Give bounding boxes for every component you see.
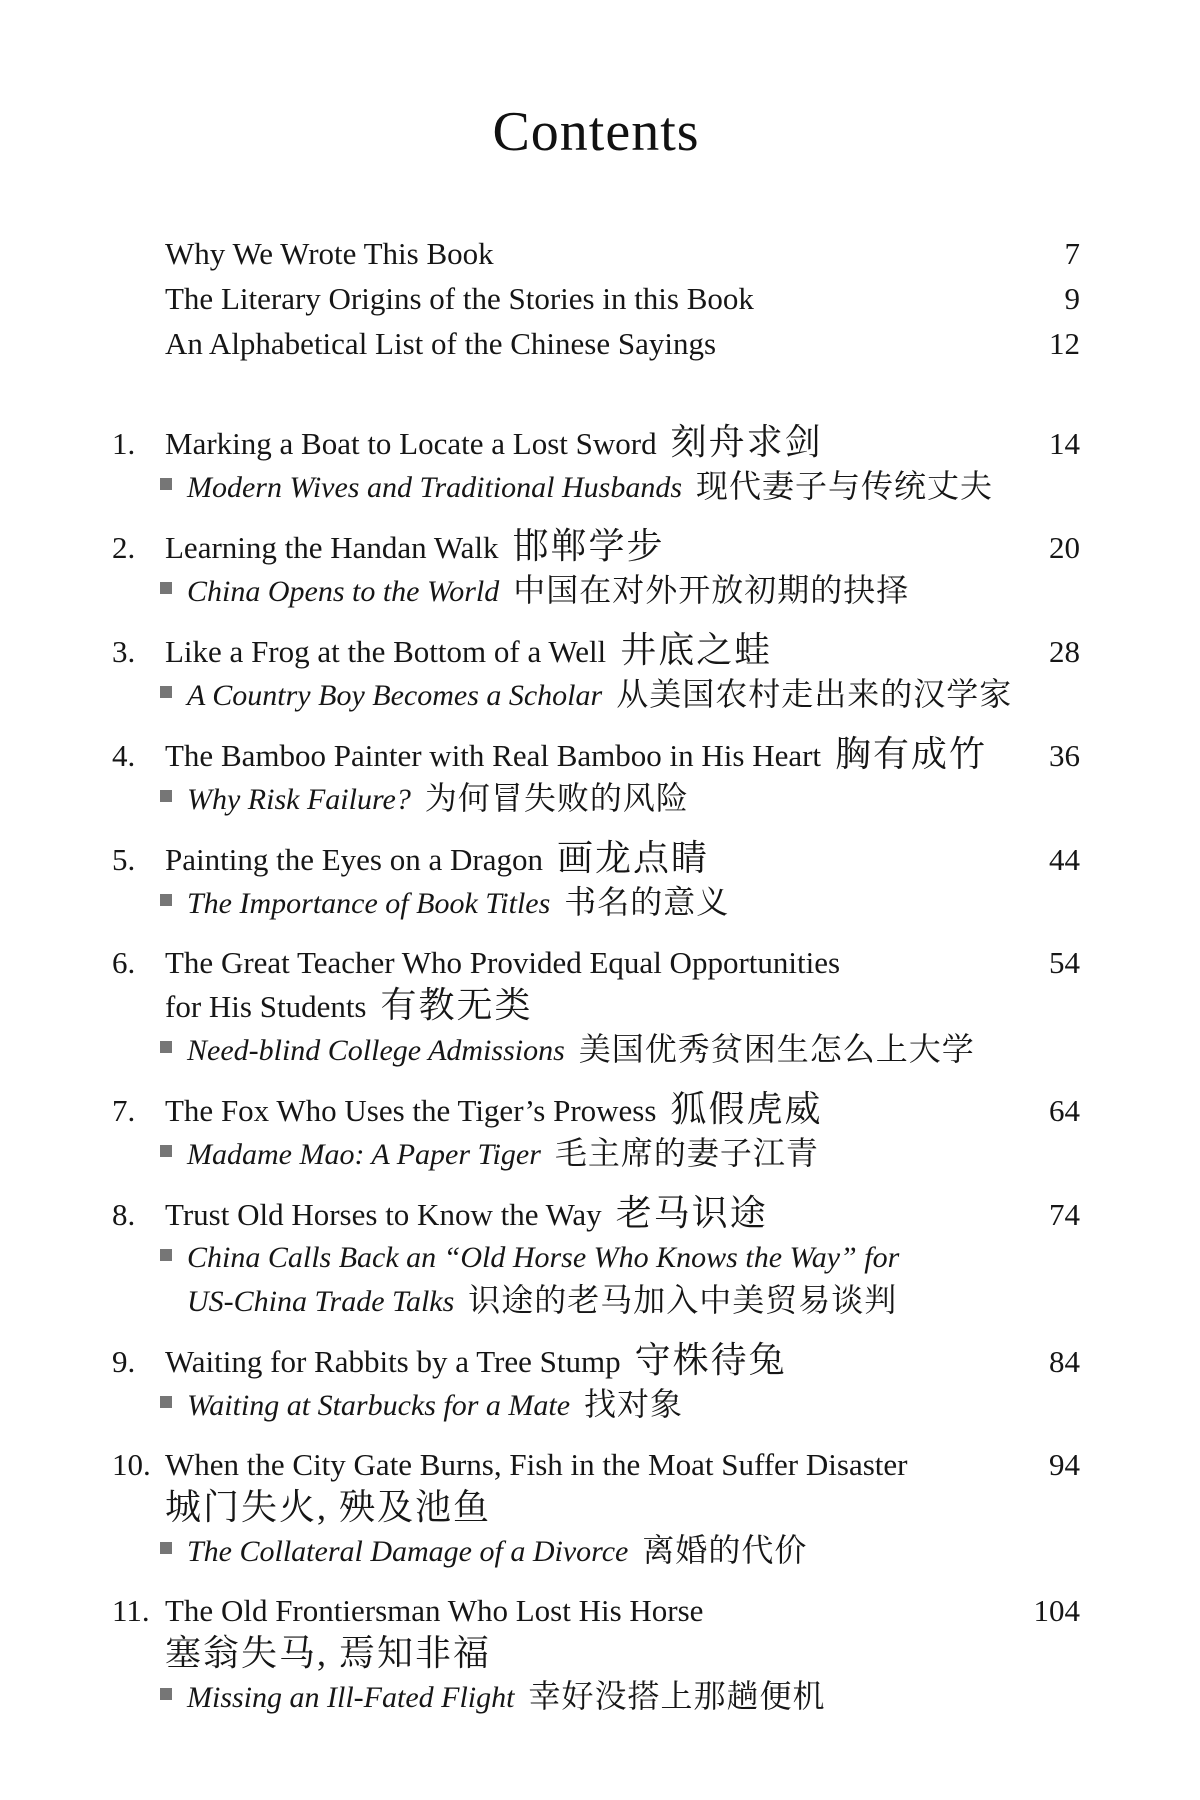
chapter-entry [112,1589,1080,1719]
chapter-title-row [112,1443,1080,1486]
chapter-subtitle-row [160,465,1080,509]
chapter-subtitle-english: Modern Wives and Traditional Husbands [187,471,683,504]
chapter-number: 9. [112,1344,136,1379]
chapter-title-english: When the City Gate Burns, Fish in the Moat Suffer Disaster [165,1447,908,1482]
chapter-number: 3. [112,634,136,669]
chapter-page-number: 54 [1049,945,1080,980]
chapter-subtitle-chinese: 中国在对外开放初期的抉择 [513,572,910,608]
chapter-subtitle-chinese: 离婚的代价 [642,1532,808,1568]
chapter-page-number: 104 [1033,1593,1080,1628]
entry-label: An Alphabetical List of the Chinese Sayings [165,326,717,361]
chapter-subtitle-row [160,1028,1080,1072]
square-bullet-icon [160,582,172,594]
chapter-title-row [112,1589,1080,1632]
chapter-title-chinese: 胸有成竹 [835,734,988,774]
chapter-subtitle-row [160,881,1080,925]
chapter-subtitle-row [160,1132,1080,1176]
chapter-title-chinese: 邯郸学步 [512,526,665,566]
chapter-title-english: The Fox Who Uses the Tiger’s Prowess [165,1093,657,1128]
chapter-title-english: Like a Frog at the Bottom of a Well [165,634,607,669]
chapter-title-chinese: 塞翁失马, 焉知非福 [165,1633,492,1673]
chapter-subtitle-chinese: 现代妻子与传统丈夫 [696,468,994,504]
chapter-page-number: 94 [1049,1447,1080,1482]
square-bullet-icon [160,1145,172,1157]
chapter-title-continuation [165,1632,1080,1675]
entry-page-number: 7 [1064,236,1080,271]
chapter-subtitle-row [160,673,1080,717]
chapter-subtitle-english: A Country Boy Becomes a Scholar [187,679,603,712]
chapter-page-number: 84 [1049,1344,1080,1379]
chapter-subtitle-chinese: 识途的老马加入中美贸易谈判 [468,1282,898,1318]
chapter-subtitle-english: China Opens to the World [187,575,500,608]
square-bullet-icon [160,686,172,698]
entry-page-number: 12 [1049,326,1080,361]
chapter-title-english: Learning the Handan Walk [165,530,499,565]
chapter-page-number: 36 [1049,738,1080,773]
chapter-entry [112,941,1080,1072]
chapter-subtitle-continuation [187,1279,1080,1323]
chapter-subtitle-row [160,1529,1080,1573]
chapter-subtitle-chinese: 为何冒失败的风险 [424,780,689,816]
chapter-subtitle-english: US-China Trade Talks [187,1285,455,1318]
entry-label: The Literary Origins of the Stories in this Book [165,281,754,316]
chapter-subtitle-chinese: 从美国农村走出来的汉学家 [616,676,1013,712]
chapter-title-row [112,1088,1080,1132]
chapter-title-row [112,629,1080,673]
chapter-subtitle-row [160,1675,1080,1719]
chapter-number: 11. [112,1593,150,1628]
chapter-title-row [112,1339,1080,1383]
chapter-title-english: Painting the Eyes on a Dragon [165,842,543,877]
chapter-subtitle-chinese: 找对象 [584,1386,684,1422]
chapter-subtitle-english: Need-blind College Admissions [187,1034,565,1067]
chapter-subtitle-english: Madame Mao: A Paper Tiger [187,1138,541,1171]
chapter-title-english: The Old Frontiersman Who Lost His Horse [165,1593,704,1628]
chapter-entry [112,629,1080,717]
chapter-entry [112,1443,1080,1573]
chapter-entry [112,837,1080,925]
chapter-title-chinese: 画龙点睛 [556,838,709,878]
chapter-title-chinese: 守株待兔 [634,1340,787,1380]
chapter-subtitle-chinese: 美国优秀贫困生怎么上大学 [578,1031,975,1067]
chapter-number: 6. [112,945,136,980]
entry-label: Why We Wrote This Book [165,236,494,271]
chapter-page-number: 20 [1049,530,1080,565]
chapter-entry [112,1192,1080,1323]
chapter-title-english: The Great Teacher Who Provided Equal Opportunities [165,945,841,980]
chapter-number: 2. [112,530,136,565]
chapter-title-english: for His Students [165,989,367,1024]
chapter-title-continuation [165,984,1080,1028]
chapter-subtitle-english: The Importance of Book Titles [187,887,551,920]
chapter-subtitle-chinese: 书名的意义 [564,884,730,920]
chapter-title-row [112,421,1080,465]
front-matter-entry [165,321,1080,366]
chapter-page-number: 74 [1049,1197,1080,1232]
chapter-title-row [112,733,1080,777]
chapter-title-english: Marking a Boat to Locate a Lost Sword [165,426,657,461]
chapter-page-number: 28 [1049,634,1080,669]
chapter-subtitle-row [160,777,1080,821]
chapter-title-chinese: 井底之蛙 [620,630,773,670]
chapter-subtitle-english: China Calls Back an “Old Horse Who Knows the Way” for [187,1241,900,1274]
square-bullet-icon [160,1041,172,1053]
chapter-subtitle-chinese: 毛主席的妻子江青 [554,1135,819,1171]
chapter-entry [112,1339,1080,1427]
chapter-title-row [112,837,1080,881]
chapter-number: 10. [112,1447,151,1482]
square-bullet-icon [160,1688,172,1700]
chapter-title-row [112,941,1080,984]
chapter-number: 7. [112,1093,136,1128]
page-title: Contents [492,101,700,163]
chapter-title-chinese: 有教无类 [380,985,533,1025]
chapter-title-english: Trust Old Horses to Know the Way [165,1197,602,1232]
square-bullet-icon [160,1542,172,1554]
chapter-title-english: The Bamboo Painter with Real Bamboo in His Heart [165,738,822,773]
entry-page-number: 9 [1064,281,1080,316]
chapter-list [112,421,1080,1719]
chapter-subtitle-english: Missing an Ill-Fated Flight [187,1681,515,1714]
chapter-page-number: 14 [1049,426,1080,461]
chapter-title-chinese: 老马识途 [615,1193,768,1233]
square-bullet-icon [160,1249,172,1261]
chapter-subtitle-row [160,1236,1080,1279]
chapter-subtitle-english: Why Risk Failure? [187,783,411,816]
square-bullet-icon [160,790,172,802]
chapter-number: 8. [112,1197,136,1232]
chapter-entry [112,733,1080,821]
chapter-title-chinese: 刻舟求剑 [670,422,823,462]
chapter-subtitle-english: Waiting at Starbucks for a Mate [187,1389,571,1422]
chapter-page-number: 64 [1049,1093,1080,1128]
chapter-title-row [112,1192,1080,1236]
chapter-title-continuation [165,1486,1080,1529]
chapter-subtitle-row [160,1383,1080,1427]
chapter-title-chinese: 狐假虎威 [670,1089,823,1129]
chapter-subtitle-english: The Collateral Damage of a Divorce [187,1535,629,1568]
front-matter-list [165,231,1080,366]
square-bullet-icon [160,478,172,490]
chapter-number: 4. [112,738,136,773]
chapter-title-row [112,525,1080,569]
chapter-subtitle-row [160,569,1080,613]
chapter-entry [112,421,1080,509]
chapter-number: 5. [112,842,136,877]
chapter-number: 1. [112,426,136,461]
front-matter-entry [165,276,1080,321]
chapter-title-chinese: 城门失火, 殃及池鱼 [165,1487,492,1527]
square-bullet-icon [160,894,172,906]
chapter-entry [112,1088,1080,1176]
chapter-title-english: Waiting for Rabbits by a Tree Stump [165,1344,621,1379]
chapter-entry [112,525,1080,613]
square-bullet-icon [160,1396,172,1408]
front-matter-entry [165,231,1080,276]
chapter-page-number: 44 [1049,842,1080,877]
chapter-subtitle-chinese: 幸好没搭上那趟便机 [528,1678,826,1714]
